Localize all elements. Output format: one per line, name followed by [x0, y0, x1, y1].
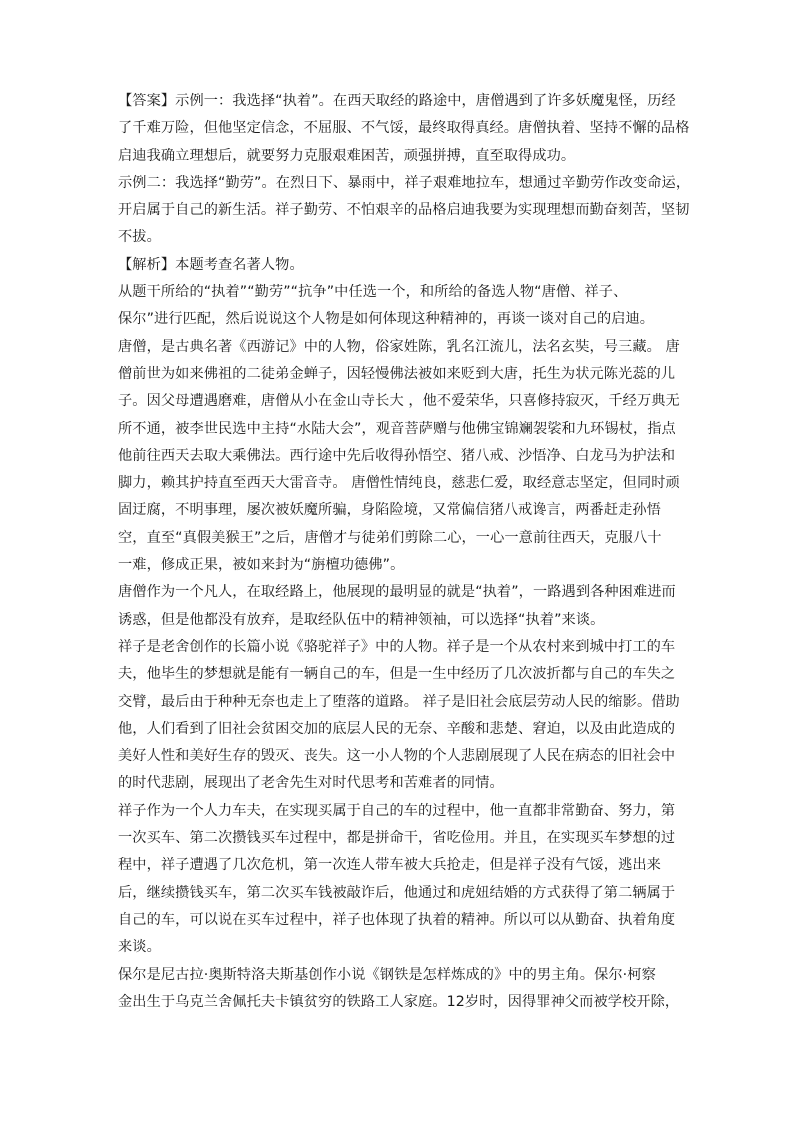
text-line: 他，人们看到了旧社会贫困交加的底层人民的无奈、辛酸和悲楚、窘迫，以及由此造成的 — [118, 720, 676, 737]
text-line: 空，直至“真假美猴王”之后，唐僧才与徒弟们剪除二心，一心一意前往西天，克服八十 — [118, 529, 662, 546]
text-line: 一难，修成正果，被如来封为“旃檀功德佛”。 — [118, 557, 405, 574]
text-line: 示例二：我选择“勤劳”。在烈日下、暴雨中，祥子艰难地拉车，想通过辛勤劳作改变命运， — [118, 174, 691, 191]
text-line: 祥子作为一个人力车夫，在实现买属于自己的车的过程中，他一直都非常勤奋、努力，第 — [118, 802, 676, 819]
text-line: 【答案】示例一：我选择“执着”。在西天取经的路途中，唐僧遇到了许多妖魔鬼怪，历经 — [118, 93, 676, 109]
text-line: 唐僧作为一个凡人，在取经路上，他展现的最明显的就是“执着”，一路遇到各种困难进而 — [118, 584, 676, 601]
text-line: 的时代悲剧，展现出了老舍先生对时代思考和苦难者的同情。 — [118, 775, 504, 792]
text-line: 交臂，最后由于种种无奈也走上了堕落的道路。 祥子是旧社会底层劳动人民的缩影。借助 — [118, 693, 680, 710]
text-line: 来谈。 — [118, 939, 161, 956]
text-line: 保尔”进行匹配，然后说说这个人物是如何体现这种精神的，再谈一谈对自己的启迪。 — [118, 311, 655, 328]
text-line: 一次买车、第二次攒钱买车过程中，都是拼命干，省吃俭用。并且，在实现买车梦想的过 — [118, 830, 676, 847]
text-line: 夫，他毕生的梦想就是能有一辆自己的车，但是一生中经历了几次波折都与自己的车失之 — [118, 666, 676, 683]
text-line: 了千难万险，但他坚定信念，不屈服、不气馁，最终取得真经。唐僧执着、坚持不懈的品格 — [118, 120, 690, 137]
text-line: 从题干所给的“执着”“勤劳”“抗争”中任选一个，和所给的备选人物“唐僧、祥子、 — [118, 284, 628, 301]
text-line: 祥子是老舍创作的长篇小说《骆驼祥子》中的人物。祥子是一个从农村来到城中打工的车 — [118, 638, 676, 655]
document-page — [118, 88, 691, 1016]
text-line: 僧前世为如来佛祖的二徒弟金蝉子，因轻慢佛法被如来贬到大唐，托生为状元陈光蕊的儿 — [118, 365, 676, 382]
text-line: 后，继续攒钱买车，第二次买车钱被敲诈后，他通过和虎妞结婚的方式获得了第二辆属于 — [118, 884, 676, 901]
text-line: 保尔是尼古拉·奥斯特洛夫斯基创作小说《钢铁是怎样炼成的》中的男主角。保尔·柯察 — [118, 966, 656, 983]
text-line: 开启属于自己的新生活。祥子勤劳、不怕艰辛的品格启迪我要为实现理想而勤奋刻苦，坚韧 — [118, 202, 690, 219]
text-line: 不拔。 — [118, 229, 161, 246]
text-line: 他前往西天去取大乘佛法。西行途中先后收得孙悟空、猪八戒、沙悟净、白龙马为护法和 — [118, 447, 676, 464]
text-line: 固迂腐，不明事理，屡次被妖魔所骗，身陷险境，又常偏信猪八戒谗言，两番赶走孙悟 — [118, 502, 661, 519]
text-line: 子。因父母遭遇磨难，唐僧从小在金山寺长大 ，他不爱荣华，只喜修持寂灭，千经万典无 — [118, 393, 680, 410]
text-line: 唐僧，是古典名著《西游记》中的人物，俗家姓陈，乳名江流儿，法名玄奘，号三藏。 唐 — [118, 338, 680, 355]
text-line: 【解析】本题考查名著人物。 — [118, 256, 304, 273]
text-line: 美好人性和美好生存的毁灭、丧失。这一小人物的个人悲剧展现了人民在病态的旧社会中 — [118, 748, 676, 765]
text-line: 所不通，被李世民选中主持“水陆大会”，观音菩萨赠与他佛宝锦斓袈裟和九环锡杖，指点 — [118, 420, 676, 437]
text-line: 启迪我确立理想后，就要努力克服艰难困苦，顽强拼搏，直至取得成功。 — [118, 147, 576, 164]
text-line: 诱惑，但是他都没有放弃，是取经队伍中的精神领袖，可以选择“执着”来谈。 — [118, 611, 605, 628]
text-line: 自己的车，可以说在买车过程中，祥子也体现了执着的精神。所以可以从勤奋、执着角度 — [118, 911, 676, 928]
text-line: 程中，祥子遭遇了几次危机，第一次连人带车被大兵抢走，但是祥子没有气馁，逃出来 — [118, 857, 661, 874]
text-line: 脚力，赖其护持直至西天大雷音寺。 唐僧性情纯良，慈悲仁爱，取经意志坚定，但同时顽 — [118, 475, 680, 492]
text-line: 金出生于乌克兰舍佩托夫卡镇贫穷的铁路工人家庭。12岁时，因得罪神父而被学校开除， — [118, 993, 680, 1010]
